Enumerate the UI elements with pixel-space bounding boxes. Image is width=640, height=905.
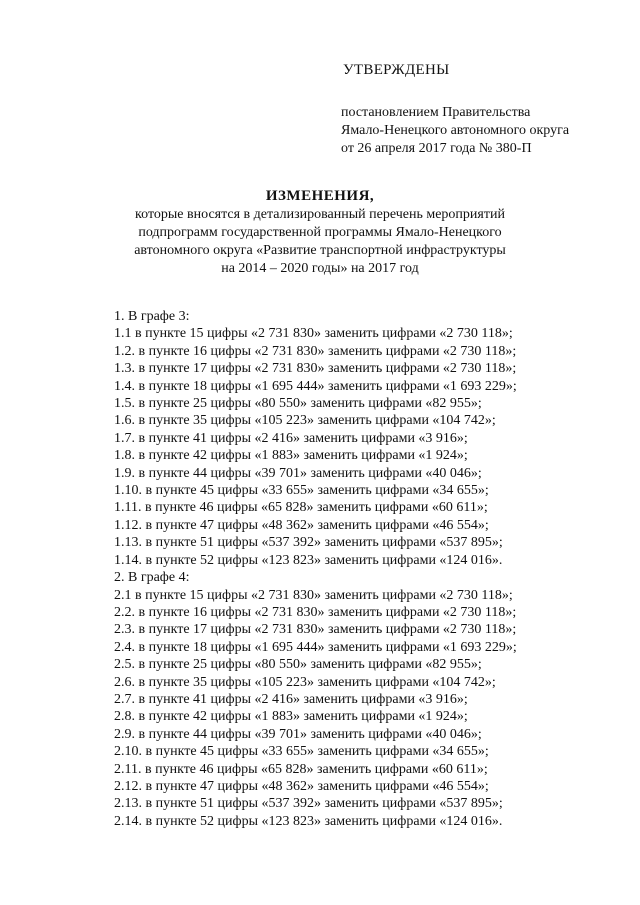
document-subtitle-line: на 2014 – 2020 годы» на 2017 год [221,261,419,276]
change-item: 1.11. в пункте 46 цифры «65 828» заменить цифрами «60 611»; [114,500,488,516]
change-item: 2.3. в пункте 17 цифры «2 731 830» заменить цифрами «2 730 118»; [114,622,517,638]
change-item: 2.10. в пункте 45 цифры «33 655» заменить цифрами «34 655»; [114,744,489,760]
document-subtitle-line: автономного округа «Развитие транспортной инфраструктуры [134,243,506,258]
changes-list [114,308,517,830]
change-item: 1.14. в пункте 52 цифры «123 823» заменить цифрами «124 016». [114,552,503,568]
change-item: 1.1 в пункте 15 цифры «2 731 830» заменить цифрами «2 730 118»; [114,326,513,342]
document-subtitle-line: подпрограмм государственной программы Ямало-Ненецкого [138,225,502,240]
change-item: 1.13. в пункте 51 цифры «537 392» заменить цифрами «537 895»; [114,535,503,551]
change-item: 1.10. в пункте 45 цифры «33 655» заменить цифрами «34 655»; [114,483,489,499]
document-heading [60,186,580,278]
change-item: 2.1 в пункте 15 цифры «2 731 830» заменить цифрами «2 730 118»; [114,587,513,603]
change-item: 1.4. в пункте 18 цифры «1 695 444» заменить цифрами «1 693 229»; [114,378,517,394]
change-item: 2.2. в пункте 16 цифры «2 731 830» заменить цифрами «2 730 118»; [114,604,517,620]
change-item: 2.5. в пункте 25 цифры «80 550» заменить цифрами «82 955»; [114,657,482,673]
change-item: 2.8. в пункте 42 цифры «1 883» заменить цифрами «1 924»; [114,709,468,725]
change-item: 2.11. в пункте 46 цифры «65 828» заменить цифрами «60 611»; [114,761,488,777]
change-item: 1.9. в пункте 44 цифры «39 701» заменить цифрами «40 046»; [114,465,482,481]
change-item: 1.3. в пункте 17 цифры «2 731 830» заменить цифрами «2 730 118»; [114,361,517,377]
decree-line: постановлением Правительства [341,105,531,120]
decree-line: Ямало-Ненецкого автономного округа [341,123,570,138]
change-item: 2.4. в пункте 18 цифры «1 695 444» заменить цифрами «1 693 229»; [114,639,517,655]
change-item: 1.8. в пункте 42 цифры «1 883» заменить цифрами «1 924»; [114,448,468,464]
change-item: 2.7. в пункте 41 цифры «2 416» заменить цифрами «3 916»; [114,691,468,707]
change-item: 2.12. в пункте 47 цифры «48 362» заменить цифрами «46 554»; [114,778,489,794]
change-item: 2.6. в пункте 35 цифры «105 223» заменить цифрами «104 742»; [114,674,496,690]
change-item: 1.7. в пункте 41 цифры «2 416» заменить цифрами «3 916»; [114,430,468,446]
document-title: ИЗМЕНЕНИЯ, [265,188,375,204]
section-heading: 2. В графе 4: [114,570,190,586]
approval-heading: УТВЕРЖДЕНЫ [343,62,450,78]
change-item: 1.6. в пункте 35 цифры «105 223» заменить цифрами «104 742»; [114,413,496,429]
decree-line: от 26 апреля 2017 года № 380-П [341,141,532,156]
change-item: 1.2. в пункте 16 цифры «2 731 830» заменить цифрами «2 730 118»; [114,343,517,359]
change-item: 2.9. в пункте 44 цифры «39 701» заменить цифрами «40 046»; [114,726,482,742]
document-subtitle-line: которые вносятся в детализированный перечень мероприятий [135,207,505,222]
change-item: 2.13. в пункте 51 цифры «537 392» заменить цифрами «537 895»; [114,796,503,812]
section-heading: 1. В графе 3: [114,309,190,324]
approval-decree [341,104,569,158]
change-item: 1.5. в пункте 25 цифры «80 550» заменить цифрами «82 955»; [114,396,482,412]
change-item: 1.12. в пункте 47 цифры «48 362» заменить цифрами «46 554»; [114,517,489,533]
change-item: 2.14. в пункте 52 цифры «123 823» заменить цифрами «124 016». [114,813,503,829]
